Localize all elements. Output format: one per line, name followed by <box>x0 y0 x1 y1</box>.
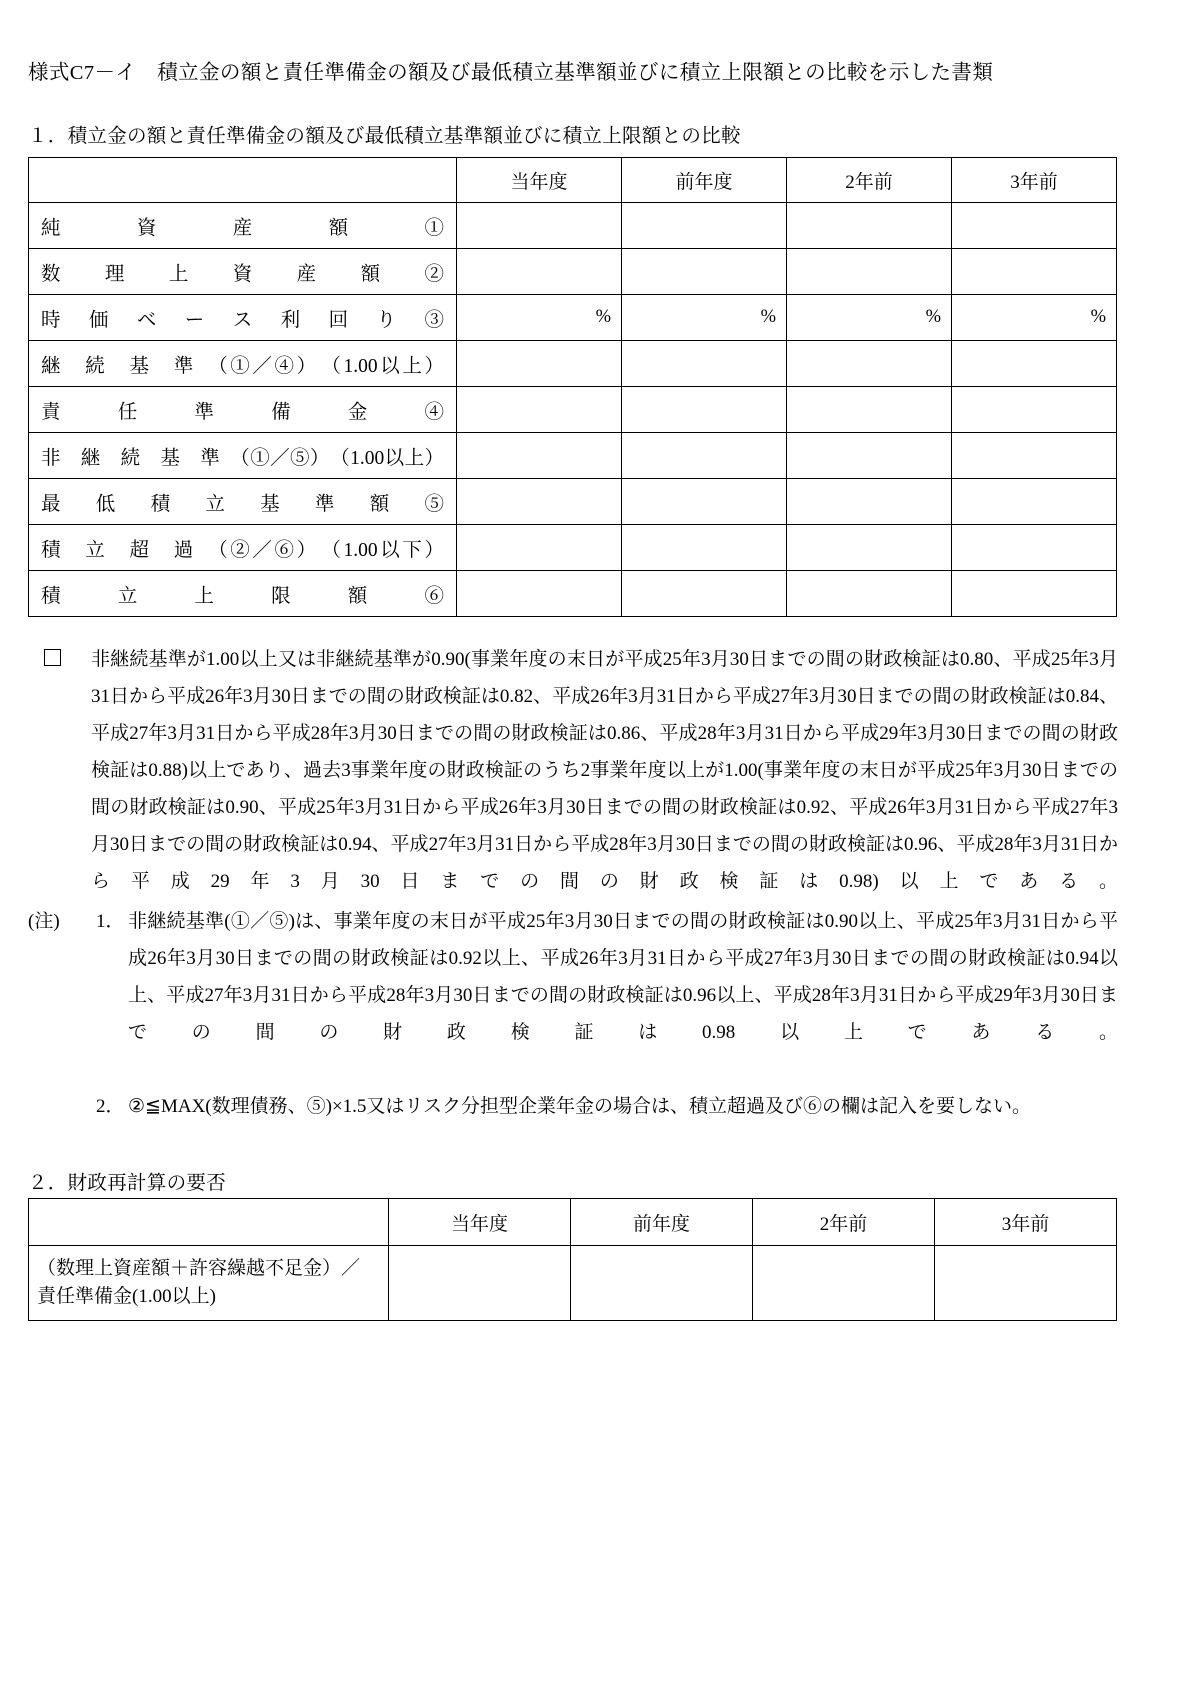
cell-recalc-3yrs[interactable] <box>935 1246 1117 1321</box>
recalculation-table-body <box>29 1246 1117 1321</box>
cell-funding-cap-previous[interactable] <box>622 571 787 617</box>
cell-over-funding-current[interactable] <box>457 525 622 571</box>
cell-continuation-3yrs[interactable] <box>952 341 1117 387</box>
recalc-label-line1: （数理上資産額＋許容繰越不足金）／ <box>37 1258 361 1280</box>
criteria-paragraph <box>28 641 1118 937</box>
cell-net-assets-current[interactable] <box>457 203 622 249</box>
table-row <box>29 571 1117 617</box>
row-label-funding-cap: 積 立 上 限 額 ⑥ <box>29 571 457 617</box>
recalc-header-corner-cell <box>29 1199 389 1246</box>
cell-actuarial-assets-current[interactable] <box>457 249 622 295</box>
row-label-minimum-funding-standard: 最 低 積 立 基 準 額 ⑤ <box>29 479 457 525</box>
table-row <box>29 203 1117 249</box>
cell-continuation-previous[interactable] <box>622 341 787 387</box>
recalculation-table-head <box>29 1199 1117 1246</box>
table-row <box>29 387 1117 433</box>
table-row <box>29 479 1117 525</box>
recalc-header-col-two-years-ago: 2年前 <box>753 1199 935 1246</box>
cell-net-assets-2yrs[interactable] <box>787 203 952 249</box>
cell-funding-cap-current[interactable] <box>457 571 622 617</box>
checkbox-icon[interactable] <box>44 649 61 666</box>
row-label-liability-reserve: 責 任 準 備 金 ④ <box>29 387 457 433</box>
header-col-current-year: 当年度 <box>457 158 622 203</box>
row-label-net-assets: 純 資 産 額 ① <box>29 203 457 249</box>
cell-market-return-current[interactable]: % <box>457 295 622 341</box>
section2-heading: ２．財政再計算の要否 <box>28 1173 227 1194</box>
row-label-over-funding: 積 立 超 過 （②／⑥） （1.00以下） <box>29 525 457 571</box>
cell-liability-reserve-3yrs[interactable] <box>952 387 1117 433</box>
cell-minimum-funding-2yrs[interactable] <box>787 479 952 525</box>
header-col-three-years-ago: 3年前 <box>952 158 1117 203</box>
cell-liability-reserve-current[interactable] <box>457 387 622 433</box>
cell-minimum-funding-current[interactable] <box>457 479 622 525</box>
table-row <box>29 295 1117 341</box>
cell-recalc-previous[interactable] <box>571 1246 753 1321</box>
row-label-recalc-ratio <box>29 1246 389 1321</box>
cell-net-assets-previous[interactable] <box>622 203 787 249</box>
comparison-table-body <box>29 203 1117 617</box>
cell-over-funding-3yrs[interactable] <box>952 525 1117 571</box>
cell-market-return-3yrs[interactable]: % <box>952 295 1117 341</box>
header-col-two-years-ago: 2年前 <box>787 158 952 203</box>
cell-non-continuation-3yrs[interactable] <box>952 433 1117 479</box>
cell-over-funding-2yrs[interactable] <box>787 525 952 571</box>
header-corner-cell <box>29 158 457 203</box>
cell-actuarial-assets-2yrs[interactable] <box>787 249 952 295</box>
note-1-number: 1． <box>96 911 125 932</box>
cell-non-continuation-previous[interactable] <box>622 433 787 479</box>
cell-actuarial-assets-3yrs[interactable] <box>952 249 1117 295</box>
cell-continuation-current[interactable] <box>457 341 622 387</box>
notes-block <box>28 903 1118 1125</box>
row-label-continuation-standard: 継 続 基 準 （①／④） （1.00以上） <box>29 341 457 387</box>
cell-funding-cap-2yrs[interactable] <box>787 571 952 617</box>
table-row <box>29 433 1117 479</box>
cell-actuarial-assets-previous[interactable] <box>622 249 787 295</box>
cell-minimum-funding-3yrs[interactable] <box>952 479 1117 525</box>
table-row <box>29 249 1117 295</box>
cell-market-return-2yrs[interactable]: % <box>787 295 952 341</box>
note-2-text: ②≦MAX(数理債務、⑤)×1.5又はリスク分担型企業年金の場合は、積立超過及び⑥の欄は記入を要しない。 <box>128 1096 1032 1117</box>
cell-over-funding-previous[interactable] <box>622 525 787 571</box>
criteria-text: 非継続基準が1.00以上又は非継続基準が0.90(事業年度の末日が平成25年3月30日までの間の財政検証は0.80、平成25年3月31日から平成26年3月30日までの間の財政検証は0.82、平成26年3月31日から平成27年3月30日までの間の財政検証は0.84、平成27年3月31日から平成28年3月30日までの間の財政検証は0.86、平成28年3月31日から平成29年3月30日までの間の財政検証は0.88)以上であり、過去3事業年度の財政検証のうち2事業年度以上が1.00(事業年度の末日が平成25年3月30日までの間の財政検証は0.90、平成25年3月31日から平成26年3月30日までの間の財政検証は0.92、平成26年3月31日から平成27年3月30日までの間の財政検証は0.94、平成27年3月31日から平成28年3月30日までの間の財政検証は0.96、平成28年3月31日から平成29年3月30日までの間の財政検証は0.98)以上である。 <box>91 649 1118 892</box>
header-col-previous-year: 前年度 <box>622 158 787 203</box>
recalculation-table <box>28 1198 1117 1321</box>
recalc-header-col-previous-year: 前年度 <box>571 1199 753 1246</box>
recalc-label-line2: 責任準備金(1.00以上) <box>37 1286 216 1307</box>
recalc-header-col-current-year: 当年度 <box>389 1199 571 1246</box>
cell-recalc-2yrs[interactable] <box>753 1246 935 1321</box>
note-item-1 <box>28 903 1118 1088</box>
table-row <box>29 525 1117 571</box>
table-row <box>29 1246 1117 1321</box>
recalc-header-col-three-years-ago: 3年前 <box>935 1199 1117 1246</box>
cell-minimum-funding-previous[interactable] <box>622 479 787 525</box>
page-title: 様式C7－イ 積立金の額と責任準備金の額及び最低積立基準額並びに積立上限額との比較を示した書類 <box>28 62 994 84</box>
table-header-row <box>29 1199 1117 1246</box>
comparison-table <box>28 157 1117 617</box>
cell-funding-cap-3yrs[interactable] <box>952 571 1117 617</box>
row-label-market-rate-of-return: 時 価 ベ ー ス 利 回 り ③ <box>29 295 457 341</box>
cell-non-continuation-2yrs[interactable] <box>787 433 952 479</box>
cell-liability-reserve-2yrs[interactable] <box>787 387 952 433</box>
note-marker-label: (注) <box>28 911 60 932</box>
note-2-number: 2． <box>96 1096 125 1117</box>
cell-continuation-2yrs[interactable] <box>787 341 952 387</box>
comparison-table-head <box>29 158 1117 203</box>
row-label-non-continuation-standard: 非 継 続 基 準 （①／⑤） （1.00以上） <box>29 433 457 479</box>
table-header-row <box>29 158 1117 203</box>
cell-net-assets-3yrs[interactable] <box>952 203 1117 249</box>
cell-recalc-current[interactable] <box>389 1246 571 1321</box>
cell-market-return-previous[interactable]: % <box>622 295 787 341</box>
note-item-2 <box>28 1088 1118 1125</box>
table-row <box>29 341 1117 387</box>
row-label-actuarial-assets: 数 理 上 資 産 額 ② <box>29 249 457 295</box>
cell-non-continuation-current[interactable] <box>457 433 622 479</box>
criteria-block <box>28 641 1118 937</box>
cell-liability-reserve-previous[interactable] <box>622 387 787 433</box>
note-1-text: 非継続基準(①／⑤)は、事業年度の末日が平成25年3月30日までの間の財政検証は0.90以上、平成25年3月31日から平成26年3月30日までの間の財政検証は0.92以上、平成26年3月31日から平成27年3月30日までの間の財政検証は0.94以上、平成27年3月31日から平成28年3月30日までの間の財政検証は0.96以上、平成28年3月31日から平成29年3月30日までの間の財政検証は0.98以上である。 <box>128 911 1118 1043</box>
section1-heading: １．積立金の額と責任準備金の額及び最低積立基準額並びに積立上限額との比較 <box>28 126 741 147</box>
